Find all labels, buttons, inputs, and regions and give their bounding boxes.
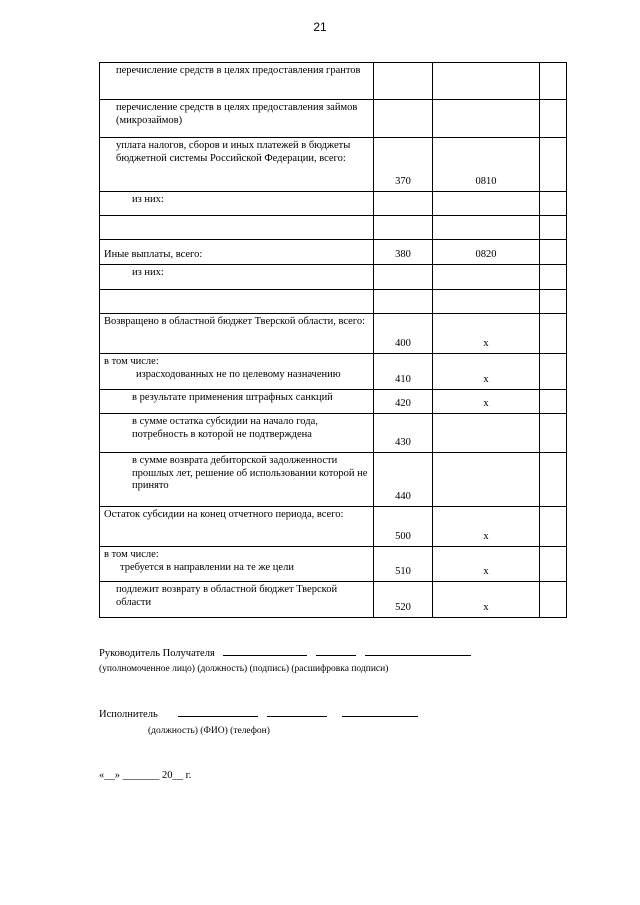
- row-kosgu: x: [433, 354, 540, 390]
- row-kosgu: [433, 216, 540, 240]
- table-row: [100, 414, 567, 453]
- row-name: Остаток субсидии на конец отчетного периода, всего:: [100, 507, 374, 547]
- table-row: [100, 354, 567, 390]
- row-kosgu: [433, 290, 540, 314]
- head-signature-row: [99, 645, 471, 659]
- head-position-line: [223, 645, 307, 656]
- row-name: из них:: [100, 265, 374, 290]
- row-kosgu: [433, 100, 540, 138]
- row-name: перечисление средств в целях предоставления займов (микрозаймов): [100, 100, 374, 138]
- row-name: уплата налогов, сборов и иных платежей в бюджеты бюджетной системы Российской Федерации, всего:: [100, 138, 374, 192]
- row-code: [374, 216, 433, 240]
- row-name: перечисление средств в целях предоставления грантов: [100, 63, 374, 100]
- row-code: [374, 265, 433, 290]
- table-row: [100, 453, 567, 507]
- row-name-cell: [100, 354, 374, 390]
- row-sum: [540, 100, 567, 138]
- row-sum: [540, 547, 567, 582]
- row-name: подлежит возврату в областной бюджет Тверской области: [100, 582, 374, 618]
- row-sum: [540, 192, 567, 216]
- executor-caption: (должность) (ФИО) (телефон): [148, 726, 270, 736]
- row-code: [374, 63, 433, 100]
- executor-signature-row: [99, 706, 418, 720]
- table-row: [100, 547, 567, 582]
- row-subhead: в том числе:: [104, 356, 159, 367]
- row-kosgu: 0820: [433, 240, 540, 265]
- row-name: в сумме возврата дебиторской задолженности прошлых лет, решение об использовании которой не принято: [100, 453, 374, 507]
- row-name: Иные выплаты, всего:: [100, 240, 374, 265]
- row-name: Возвращено в областной бюджет Тверской области, всего:: [100, 314, 374, 354]
- row-code: 500: [374, 507, 433, 547]
- row-kosgu: x: [433, 314, 540, 354]
- row-code: [374, 290, 433, 314]
- row-name: [100, 216, 374, 240]
- table-row: [100, 582, 567, 618]
- row-subhead: в том числе:: [104, 549, 159, 560]
- table-row: [100, 314, 567, 354]
- table-row: [100, 240, 567, 265]
- row-code: 380: [374, 240, 433, 265]
- row-name: в сумме остатка субсидии на начало года, потребность в которой не подтверждена: [100, 414, 374, 453]
- row-code: 510: [374, 547, 433, 582]
- row-code: 370: [374, 138, 433, 192]
- executor-phone-line: [342, 706, 418, 717]
- row-kosgu: [433, 414, 540, 453]
- row-sum: [540, 354, 567, 390]
- row-code: 400: [374, 314, 433, 354]
- table-row: [100, 192, 567, 216]
- row-kosgu: x: [433, 390, 540, 414]
- row-sum: [540, 240, 567, 265]
- row-name: [100, 290, 374, 314]
- row-sum: [540, 414, 567, 453]
- row-name-cell: [100, 547, 374, 582]
- table-row: [100, 138, 567, 192]
- row-code: 410: [374, 354, 433, 390]
- row-name: израсходованных не по целевому назначению: [136, 368, 341, 380]
- table-row: [100, 290, 567, 314]
- report-table: [99, 62, 567, 618]
- head-caption: (уполномоченное лицо) (должность) (подпись) (расшифровка подписи): [99, 664, 389, 674]
- row-name: в результате применения штрафных санкций: [100, 390, 374, 414]
- table-row: [100, 507, 567, 547]
- row-code: 420: [374, 390, 433, 414]
- row-sum: [540, 290, 567, 314]
- row-sum: [540, 63, 567, 100]
- row-name: требуется в направлении на те же цели: [120, 561, 294, 573]
- executor-label: Исполнитель: [99, 709, 158, 720]
- table-row: [100, 265, 567, 290]
- head-signature-line: [316, 645, 356, 656]
- row-kosgu: [433, 453, 540, 507]
- table-row: [100, 216, 567, 240]
- row-kosgu: [433, 63, 540, 100]
- row-kosgu: x: [433, 547, 540, 582]
- row-code: 440: [374, 453, 433, 507]
- table-row: [100, 390, 567, 414]
- table-row: [100, 100, 567, 138]
- row-code: [374, 100, 433, 138]
- row-kosgu: [433, 192, 540, 216]
- row-code: [374, 192, 433, 216]
- head-label: Руководитель Получателя: [99, 648, 215, 659]
- table-row: [100, 63, 567, 100]
- row-sum: [540, 265, 567, 290]
- page-number: 21: [313, 20, 327, 34]
- row-sum: [540, 453, 567, 507]
- row-name: из них:: [100, 192, 374, 216]
- row-kosgu: [433, 265, 540, 290]
- row-sum: [540, 582, 567, 618]
- row-kosgu: 0810: [433, 138, 540, 192]
- row-sum: [540, 390, 567, 414]
- executor-fio-line: [267, 706, 327, 717]
- row-code: 430: [374, 414, 433, 453]
- row-sum: [540, 314, 567, 354]
- date-line: «__» _______ 20__ г.: [99, 770, 192, 781]
- executor-position-line: [178, 706, 258, 717]
- row-sum: [540, 507, 567, 547]
- row-sum: [540, 216, 567, 240]
- row-sum: [540, 138, 567, 192]
- row-kosgu: x: [433, 507, 540, 547]
- row-kosgu: x: [433, 582, 540, 618]
- head-name-line: [365, 645, 471, 656]
- row-code: 520: [374, 582, 433, 618]
